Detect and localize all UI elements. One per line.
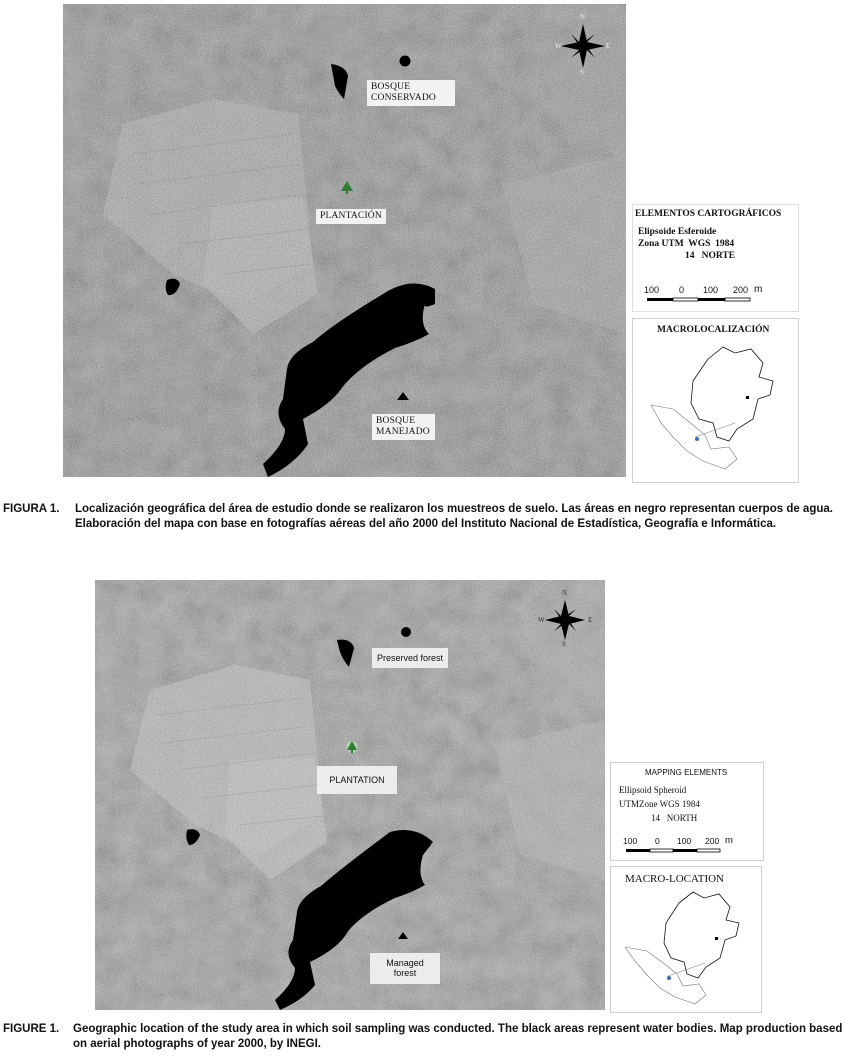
scale-tick: 100 [703,285,719,295]
utm-zone-line: UTMZone WGS 1984 [619,799,700,809]
scale-tick: 100 [644,285,660,295]
state-outline-map [611,867,761,1012]
scale-bar [647,296,752,304]
ellipsoid-line: Elipsoide Esferoide [638,227,717,237]
panel-title: MACRO-LOCATION [625,873,724,885]
tree-marker-icon [346,741,358,753]
scale-tick: 100 [677,836,692,846]
scale-bar [626,847,722,855]
panel-title: MACROLOCALIZACIÓN [657,325,770,335]
scale-tick: 100 [623,836,638,846]
caption-text: Geographic location of the study area in which soil sampling was conducted. The black areas represent water bodies. Map production based on aerial photographs of year 2000, by INEGI. [73,1023,843,1050]
scale-tick: 0 [679,285,685,295]
scale-tick: 200 [705,836,720,846]
figure-caption-en [3,1022,858,1054]
panel-title: MAPPING ELEMENTS [645,768,728,777]
scale-unit: m [754,284,763,295]
macrolocation-panel-en [610,866,762,1013]
scale-tick: 0 [655,836,660,846]
scale-tick: 200 [733,285,749,295]
compass-w-label: W [555,42,562,50]
compass-s-label: S [580,68,584,76]
zone-number-line: 14 NORTH [651,813,698,823]
label-bosque-manejado: BOSQUE MANEJADO [372,414,435,440]
scale-unit: m [725,835,733,846]
zone-number-line: 14 NORTE [685,251,736,261]
label-managed-forest: Managed forest [370,953,440,984]
ellipsoid-line: Ellipsoid Spheroid [619,785,687,795]
state-outline-map [633,319,798,482]
figure-caption-es [3,502,858,550]
aerial-map-es [63,4,626,477]
caption-lead: FIGURE 1. [3,1023,60,1035]
compass-n-label: N [562,589,568,597]
label-plantacion: PLANTACIÓN [316,209,386,224]
macrolocation-panel-es [632,318,799,483]
circle-marker [400,56,411,67]
aerial-map-en [95,580,605,1010]
compass-w-label: W [538,616,545,624]
label-bosque-conservado: BOSQUE CONSERVADO [367,80,455,106]
caption-text: Localización geográfica del área de estudio donde se realizaron los muestreos de suelo. Las áreas en negro representan cuerpos de agua. Elaboración del mapa con base en fotografías aéreas del año 2000 del Instituto Nacional de Estadística, Geografía e Informática. [75,503,833,530]
cartographic-elements-panel-en [610,762,764,861]
cartographic-elements-panel-es [632,204,799,312]
label-preserved-forest: Preserved forest [372,648,448,668]
compass-e-label: E [606,42,611,50]
utm-zone-line: Zona UTM WGS 1984 [638,239,735,249]
caption-lead: FIGURA 1. [3,503,60,515]
compass-e-label: E [588,616,593,624]
circle-marker [401,627,411,637]
compass-s-label: S [562,640,566,648]
panel-title: ELEMENTOS CARTOGRÁFICOS [635,209,782,219]
label-plantation: PLANTATION [317,766,397,794]
compass-n-label: N [580,13,586,21]
